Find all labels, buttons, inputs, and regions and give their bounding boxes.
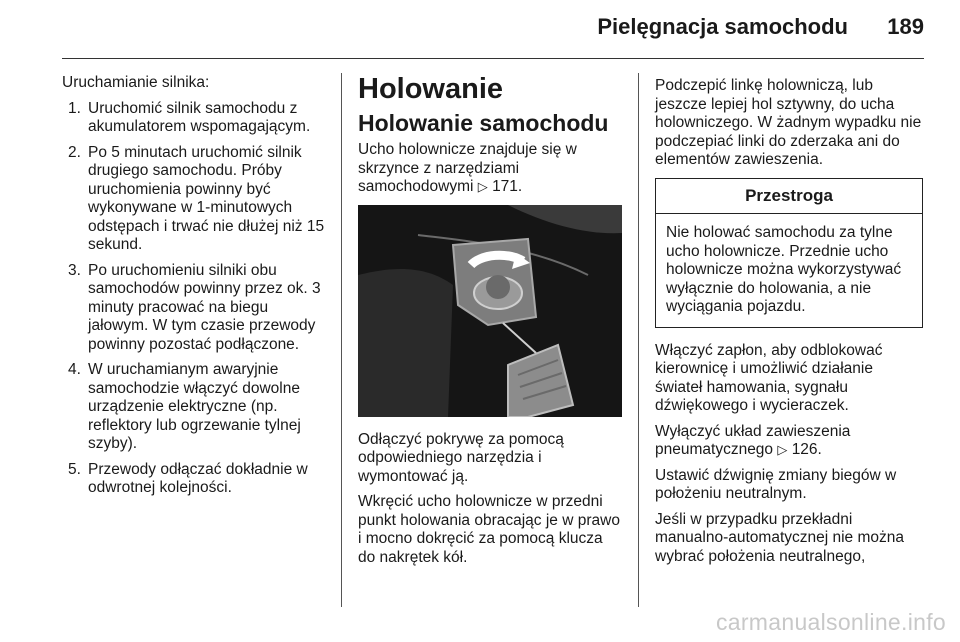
list-item [62, 361, 332, 454]
intro-text: Uruchamianie silnika: [62, 74, 210, 91]
step-text: Uruchomić silnik samochodu z akumulatorem wspomagającym. [88, 99, 311, 135]
list-item [62, 461, 332, 498]
page-header [0, 0, 960, 60]
step-number: 1. [68, 99, 81, 117]
paragraph: Włączyć zapłon, aby odblokować kierownicę i umożliwić działanie świateł hamowania, sygnału dźwiękowego i wycieraczek. [655, 341, 883, 414]
page-title: Pielęgnacja samochodu [597, 14, 848, 39]
column-2 [358, 72, 622, 574]
triangle-right-icon: ▷ [777, 442, 788, 457]
page-reference[interactable]: 126. [791, 441, 822, 458]
header-rule [62, 58, 924, 59]
paragraph: Podczepić linkę holowniczą, lub jeszcze lepiej hol sztywny, do ucha holowniczego. W żadnym wypadku nie podczepiać linki do zderzaka ani do elementów zawieszenia. [655, 77, 922, 168]
caution-body [656, 214, 922, 327]
step-number: 4. [68, 361, 81, 378]
step-text: Po uruchomieniu silniki obu samochodów powinny przez ok. 3 minuty pracować na biegu jałowym. W tym czasie przewody powinny pozostać podłączone. [88, 261, 321, 353]
paragraph [655, 423, 923, 460]
paragraph-text: Ucho holownicze znajduje się w skrzynce z narzędziami samochodowymi [358, 141, 577, 195]
step-text: W uruchamianym awaryjnie samochodzie włączyć dowolne urządzenie elektryczne (np. reflektory lub ogrzewanie tylnej szyby). [88, 361, 301, 452]
column-divider [638, 73, 639, 607]
step-number: 3. [68, 261, 81, 279]
step-text: Przewody odłączać dokładnie w odwrotnej kolejności. [88, 460, 308, 496]
list-item [62, 144, 332, 255]
column-3 [655, 77, 923, 573]
paragraph-text: Wyłączyć układ zawieszenia pneumatycznego [655, 422, 851, 458]
triangle-right-icon: ▷ [477, 179, 488, 194]
step-number: 5. [68, 460, 81, 478]
page-reference[interactable]: 171. [492, 178, 523, 195]
page-number: 189 [887, 14, 924, 39]
caution-box [655, 178, 923, 328]
column-divider [341, 73, 342, 607]
paragraph [358, 141, 622, 197]
paragraph: Jeśli w przypadku przekładni manualno-automatycznej nie można wybrać położenia neutralnego, [655, 510, 904, 565]
section-heading: Holowanie [358, 73, 504, 105]
list-item [62, 262, 332, 355]
steps-list [62, 100, 332, 498]
paragraph: Ustawić dźwignię zmiany biegów w położeniu neutralnym. [655, 466, 897, 502]
step-number: 2. [68, 143, 81, 161]
paragraph: Wkręcić ucho holownicze w przedni punkt holowania obracając je w prawo i mocno dokręcić za pomocą klucza do nakrętek kół. [358, 493, 620, 566]
towing-eye-figure [358, 205, 622, 417]
step-text: Po 5 minutach uruchomić silnik drugiego samochodu. Próby uruchomienia powinny być wykonywane w 1-minutowych odstępach i trwać nie dłużej niż 15 sekund. [88, 143, 325, 253]
list-item [62, 100, 332, 137]
paragraph: Odłączyć pokrywę za pomocą odpowiedniego narzędzia i wymontować ją. [358, 430, 564, 485]
column-1 [62, 74, 332, 505]
watermark: carmanualsonline.info [715, 609, 946, 635]
caution-title: Przestroga [656, 179, 922, 215]
subsection-heading: Holowanie samochodu [358, 110, 609, 136]
caution-text: Nie holować samochodu za tylne ucho holownicze. Przednie ucho holownicze można wykorzystywać wyłącznie do holowania, a nie wyciągania pojazdu. [666, 224, 902, 315]
